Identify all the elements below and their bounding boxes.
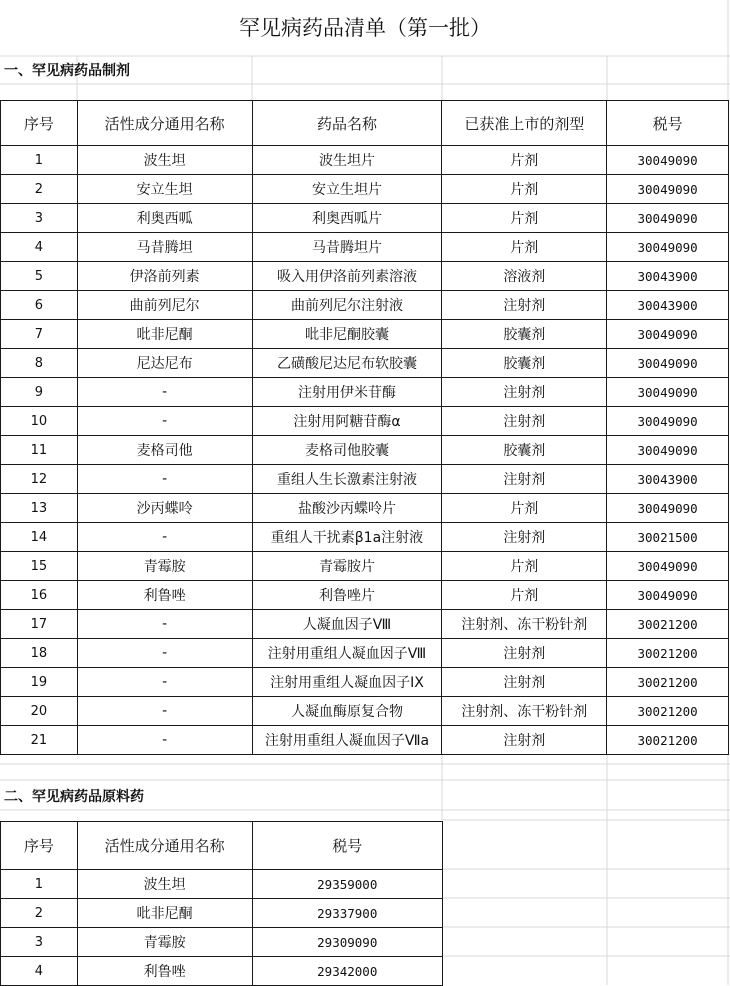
column-header: 活性成分通用名称 xyxy=(77,101,252,146)
table-cell: 21 xyxy=(1,726,78,755)
page-title: 罕见病药品清单（第一批） xyxy=(239,16,491,40)
table-cell: 注射剂 xyxy=(442,523,607,552)
table-cell: 乙磺酸尼达尼布软胶囊 xyxy=(252,349,442,378)
table-cell: 人凝血因子Ⅷ xyxy=(252,610,442,639)
table-cell: 9 xyxy=(1,378,78,407)
section-heading-preparations: 一、罕见病药品制剂 xyxy=(4,63,130,79)
table-cell: 波生坦 xyxy=(77,870,252,899)
table-cell: 30021200 xyxy=(607,726,729,755)
table-cell: 29309090 xyxy=(252,928,442,957)
preparations-table xyxy=(0,100,729,755)
table-row xyxy=(1,291,729,320)
table-cell: 片剂 xyxy=(442,175,607,204)
table-cell: 盐酸沙丙蝶呤片 xyxy=(252,494,442,523)
table-row xyxy=(1,928,443,957)
table-cell: 安立生坦片 xyxy=(252,175,442,204)
table-row xyxy=(1,436,729,465)
table-cell: - xyxy=(77,668,252,697)
table-cell: - xyxy=(77,610,252,639)
table-cell: 30043900 xyxy=(607,465,729,494)
table-cell: - xyxy=(77,407,252,436)
table-cell: 7 xyxy=(1,320,78,349)
table-row xyxy=(1,552,729,581)
table-row xyxy=(1,957,443,986)
raw-materials-table xyxy=(0,821,443,986)
column-header: 序号 xyxy=(1,101,78,146)
table-row xyxy=(1,610,729,639)
table-cell: 17 xyxy=(1,610,78,639)
table-cell: 30021200 xyxy=(607,668,729,697)
section-heading-raw-materials: 二、罕见病药品原料药 xyxy=(4,789,144,805)
table-cell: 注射剂 xyxy=(442,668,607,697)
table-cell: 胶囊剂 xyxy=(442,436,607,465)
table-cell: 注射用重组人凝血因子Ⅶa xyxy=(252,726,442,755)
table-cell: 麦格司他 xyxy=(77,436,252,465)
table-cell: 麦格司他胶囊 xyxy=(252,436,442,465)
table-cell: 注射用重组人凝血因子IX xyxy=(252,668,442,697)
table-cell: - xyxy=(77,378,252,407)
table-cell: 30049090 xyxy=(607,581,729,610)
column-header: 药品名称 xyxy=(252,101,442,146)
table-cell: 29337900 xyxy=(252,899,442,928)
table-row xyxy=(1,870,443,899)
table-row xyxy=(1,233,729,262)
table-cell: 尼达尼布 xyxy=(77,349,252,378)
table-cell: 10 xyxy=(1,407,78,436)
table-cell: 片剂 xyxy=(442,581,607,610)
table-cell: 1 xyxy=(1,146,78,175)
table-header-row xyxy=(1,101,729,146)
table-cell: 30049090 xyxy=(607,494,729,523)
table-cell: 6 xyxy=(1,291,78,320)
table-row xyxy=(1,407,729,436)
table-cell: 4 xyxy=(1,233,78,262)
table-row xyxy=(1,697,729,726)
table-row xyxy=(1,581,729,610)
table-cell: 注射剂 xyxy=(442,726,607,755)
table-cell: 青霉胺 xyxy=(77,928,252,957)
table-cell: 曲前列尼尔 xyxy=(77,291,252,320)
table-cell: 重组人生长激素注射液 xyxy=(252,465,442,494)
table-cell: 4 xyxy=(1,957,78,986)
table-cell: - xyxy=(77,697,252,726)
table-row xyxy=(1,262,729,291)
table-cell: 3 xyxy=(1,204,78,233)
table-row xyxy=(1,899,443,928)
table-cell: 12 xyxy=(1,465,78,494)
table-cell: 注射用伊米苷酶 xyxy=(252,378,442,407)
table-cell: 伊洛前列素 xyxy=(77,262,252,291)
table-cell: 吸入用伊洛前列素溶液 xyxy=(252,262,442,291)
table-cell: 16 xyxy=(1,581,78,610)
table-cell: 14 xyxy=(1,523,78,552)
table-row xyxy=(1,378,729,407)
table-cell: 波生坦 xyxy=(77,146,252,175)
table-cell: - xyxy=(77,639,252,668)
table-cell: 注射剂、冻干粉针剂 xyxy=(442,697,607,726)
table-cell: 19 xyxy=(1,668,78,697)
table-cell: 注射剂 xyxy=(442,639,607,668)
table-cell: - xyxy=(77,523,252,552)
table-cell: 30049090 xyxy=(607,378,729,407)
table-cell: 30049090 xyxy=(607,349,729,378)
table-cell: 人凝血酶原复合物 xyxy=(252,697,442,726)
column-header: 活性成分通用名称 xyxy=(77,822,252,870)
table-cell: - xyxy=(77,726,252,755)
table-cell: 30049090 xyxy=(607,146,729,175)
table-cell: 吡非尼酮 xyxy=(77,320,252,349)
table-cell: 18 xyxy=(1,639,78,668)
table-cell: 利奥西呱片 xyxy=(252,204,442,233)
table-cell: 30049090 xyxy=(607,552,729,581)
table-cell: 2 xyxy=(1,175,78,204)
table-cell: 30049090 xyxy=(607,436,729,465)
table-row xyxy=(1,175,729,204)
table-header-row xyxy=(1,822,443,870)
table-cell: - xyxy=(77,465,252,494)
table-cell: 注射剂 xyxy=(442,378,607,407)
table-cell: 片剂 xyxy=(442,552,607,581)
table-cell: 曲前列尼尔注射液 xyxy=(252,291,442,320)
table-cell: 30049090 xyxy=(607,320,729,349)
table-cell: 1 xyxy=(1,870,78,899)
table-cell: 3 xyxy=(1,928,78,957)
table-cell: 20 xyxy=(1,697,78,726)
table-cell: 注射用阿糖苷酶α xyxy=(252,407,442,436)
table-cell: 30021200 xyxy=(607,639,729,668)
table-row xyxy=(1,204,729,233)
table-row xyxy=(1,146,729,175)
table-cell: 15 xyxy=(1,552,78,581)
table-row xyxy=(1,494,729,523)
table-cell: 5 xyxy=(1,262,78,291)
table-cell: 片剂 xyxy=(442,146,607,175)
table-cell: 重组人干扰素β1a注射液 xyxy=(252,523,442,552)
table-row xyxy=(1,465,729,494)
table-cell: 波生坦片 xyxy=(252,146,442,175)
table-row xyxy=(1,523,729,552)
table-cell: 溶液剂 xyxy=(442,262,607,291)
table-cell: 30021200 xyxy=(607,697,729,726)
table-cell: 30043900 xyxy=(607,262,729,291)
table-cell: 胶囊剂 xyxy=(442,320,607,349)
table-cell: 注射用重组人凝血因子Ⅷ xyxy=(252,639,442,668)
table-cell: 13 xyxy=(1,494,78,523)
column-header: 序号 xyxy=(1,822,78,870)
table-cell: 30021200 xyxy=(607,610,729,639)
table-cell: 吡非尼酮胶囊 xyxy=(252,320,442,349)
table-cell: 利鲁唑 xyxy=(77,957,252,986)
table-cell: 利鲁唑片 xyxy=(252,581,442,610)
table-row xyxy=(1,320,729,349)
table-cell: 29342000 xyxy=(252,957,442,986)
table-row xyxy=(1,726,729,755)
table-row xyxy=(1,349,729,378)
table-cell: 30049090 xyxy=(607,407,729,436)
table-cell: 利鲁唑 xyxy=(77,581,252,610)
table-cell: 2 xyxy=(1,899,78,928)
table-row xyxy=(1,668,729,697)
table-cell: 30049090 xyxy=(607,204,729,233)
table-cell: 注射剂 xyxy=(442,291,607,320)
table-cell: 片剂 xyxy=(442,233,607,262)
table-cell: 30043900 xyxy=(607,291,729,320)
table-cell: 30049090 xyxy=(607,175,729,204)
column-header: 税号 xyxy=(252,822,442,870)
table-cell: 8 xyxy=(1,349,78,378)
table-cell: 注射剂 xyxy=(442,407,607,436)
table-cell: 马昔腾坦片 xyxy=(252,233,442,262)
table-cell: 11 xyxy=(1,436,78,465)
column-header: 已获准上市的剂型 xyxy=(442,101,607,146)
table-cell: 利奥西呱 xyxy=(77,204,252,233)
table-cell: 胶囊剂 xyxy=(442,349,607,378)
table-cell: 30049090 xyxy=(607,233,729,262)
table-cell: 吡非尼酮 xyxy=(77,899,252,928)
table-cell: 沙丙蝶呤 xyxy=(77,494,252,523)
table-cell: 马昔腾坦 xyxy=(77,233,252,262)
table-cell: 片剂 xyxy=(442,204,607,233)
table-cell: 30021500 xyxy=(607,523,729,552)
table-cell: 注射剂 xyxy=(442,465,607,494)
table-cell: 青霉胺片 xyxy=(252,552,442,581)
table-row xyxy=(1,639,729,668)
table-cell: 注射剂、冻干粉针剂 xyxy=(442,610,607,639)
table-cell: 青霉胺 xyxy=(77,552,252,581)
table-cell: 安立生坦 xyxy=(77,175,252,204)
table-cell: 片剂 xyxy=(442,494,607,523)
table-cell: 29359000 xyxy=(252,870,442,899)
column-header: 税号 xyxy=(607,101,729,146)
